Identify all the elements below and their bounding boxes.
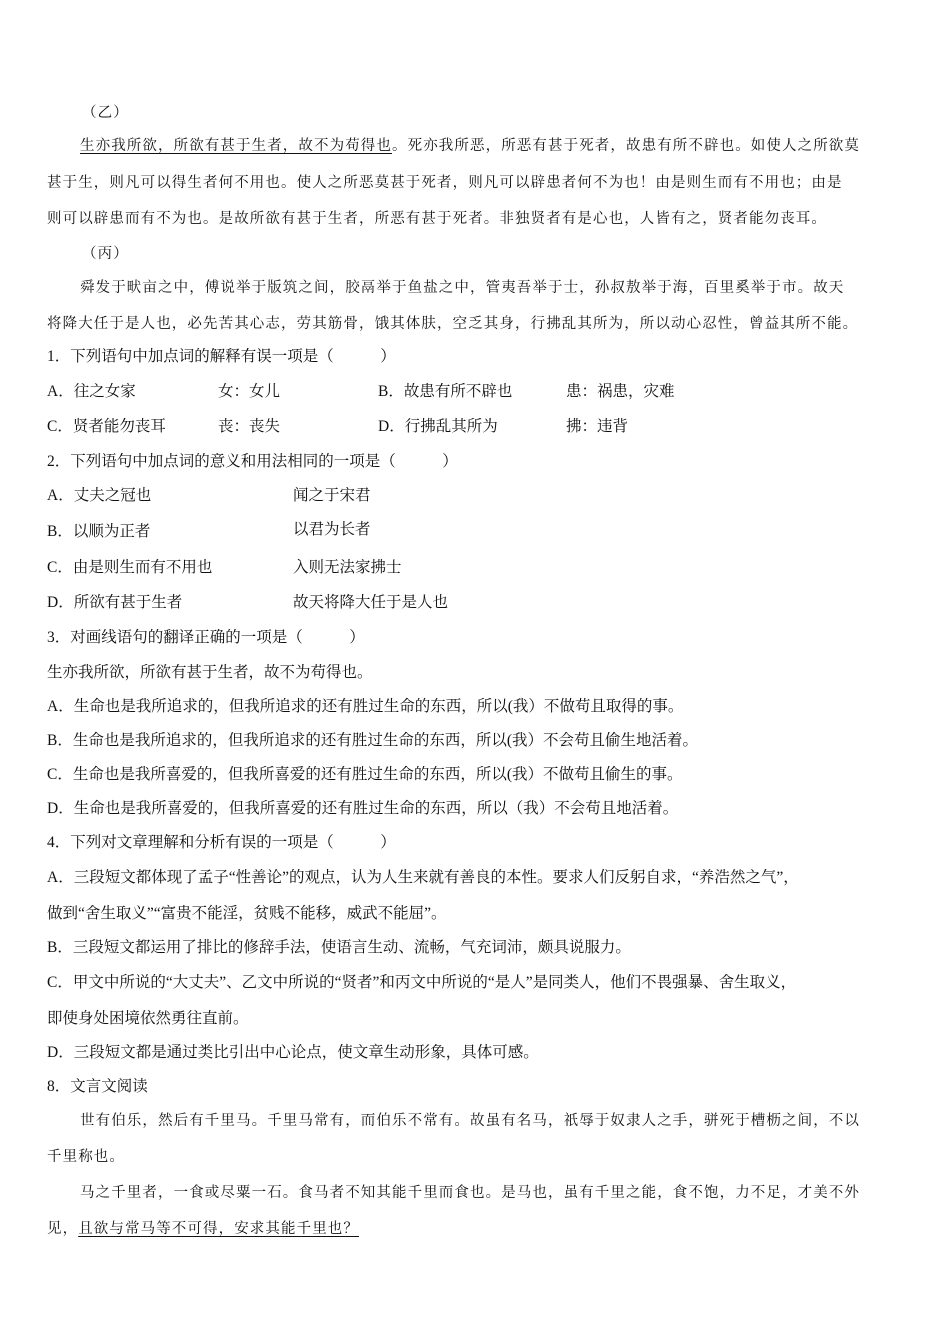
q4-option-c-line-1: C．甲文中所说的“大丈夫”、乙文中所说的“贤者”和丙文中所说的“是人”是同类人，他们不畏强暴、舍生取义，	[47, 974, 797, 991]
q1-option-b-gloss: 患：祸患，灾难	[566, 383, 675, 400]
q8-passage-line-3: 马之千里者，一食或尽粟一石。食马者不知其能千里而食也。是马也，虽有千里之能，食不饱，力不足，才美不外	[80, 1185, 860, 1201]
q8-passage-line-4	[47, 1219, 359, 1239]
passage-yi-line-2: 甚于生，则凡可以得生者何不用也。使人之所恶莫甚于死者，则凡可以辟患者何不为也！由是则生而有不用也；由是	[47, 175, 843, 191]
q2-option-c-compare: 入则无法家拂士	[293, 559, 402, 576]
q2-option-b: B．以顺为正者	[47, 523, 151, 540]
q2-option-a: A．丈夫之冠也	[47, 487, 152, 504]
passage-bing-line-1: 舜发于畎亩之中，傅说举于版筑之间，胶鬲举于鱼盐之中，管夷吾举于士，孙叔敖举于海，百里奚举于市。故天	[80, 280, 845, 296]
q3-option-b: B．生命也是我所追求的，但我所追求的还有胜过生命的东西，所以(我）不会苟且偷生地活着。	[47, 732, 699, 749]
q2-option-b-compare: 以君为长者	[293, 521, 371, 538]
q2-option-d-compare: 故天将降大任于是人也	[293, 594, 449, 611]
q3-option-a: A．生命也是我所追求的，但我所追求的还有胜过生命的东西，所以(我）不做苟且取得的事。	[47, 698, 684, 715]
underlined-sentence: 且欲与常马等不可得，安求其能千里也？	[78, 1221, 360, 1237]
q1-option-a: A．往之女家	[47, 383, 136, 400]
passage-yi-label: （乙）	[82, 105, 129, 121]
passage-bing-label: （丙）	[82, 246, 129, 262]
q2-option-a-compare: 闻之于宋君	[293, 487, 371, 504]
q8-stem: 8．文言文阅读	[47, 1078, 148, 1095]
passage-bing-line-2: 将降大任于是人也，必先苦其心志，劳其筋骨，饿其体肤，空乏其身，行拂乱其所为，所以动心忍性，曾益其所不能。	[47, 316, 859, 332]
q1-option-d-gloss: 拂：违背	[566, 418, 629, 435]
q3-quote: 生亦我所欲，所欲有甚于生者，故不为苟得也。	[47, 664, 373, 681]
q2-option-d: D．所欲有甚于生者	[47, 594, 183, 611]
q3-stem: 3．对画线语句的翻译正确的一项是（ ）	[47, 629, 365, 646]
q1-option-b: B．故患有所不辟也	[378, 383, 513, 400]
q4-option-a-line-1: A．三段短文都体现了孟子“性善论”的观点，认为人生来就有善良的本性。要求人们反躬自求，“养浩然之气”，	[47, 869, 799, 886]
q1-option-c: C．贤者能勿丧耳	[47, 418, 166, 435]
q2-option-c: C．由是则生而有不用也	[47, 559, 213, 576]
q4-option-a-line-2: 做到“舍生取义”“富贵不能淫，贫贱不能移，威武不能屈”。	[47, 905, 447, 922]
q4-option-b: B．三段短文都运用了排比的修辞手法，使语言生动、流畅，气充词沛，颇具说服力。	[47, 939, 631, 956]
passage-text: 见，	[47, 1221, 79, 1237]
q3-option-d: D．生命也是我所喜爱的，但我所喜爱的还有胜过生命的东西，所以（我）不会苟且地活着。	[47, 800, 679, 817]
q4-option-c-line-2: 即使身处困境依然勇往直前。	[47, 1010, 249, 1027]
q2-stem: 2．下列语句中加点词的意义和用法相同的一项是（ ）	[47, 453, 458, 470]
underlined-sentence: 生亦我所欲，所欲有甚于生者，故不为苟得也	[80, 138, 392, 154]
q8-passage-line-2: 千里称也。	[47, 1149, 125, 1165]
q3-option-c: C．生命也是我所喜爱的，但我所喜爱的还有胜过生命的东西，所以(我）不做苟且偷生的事。	[47, 766, 683, 783]
passage-yi-line-3: 则可以辟患而有不为也。是故所欲有甚于生者，所恶有甚于死者。非独贤者有是心也，人皆有之，贤者能勿丧耳。	[47, 211, 827, 227]
q1-stem: 1．下列语句中加点词的解释有误一项是（ ）	[47, 348, 396, 365]
q1-option-d: D．行拂乱其所为	[378, 418, 498, 435]
q8-passage-line-1: 世有伯乐，然后有千里马。千里马常有，而伯乐不常有。故虽有名马，祇辱于奴隶人之手，骈死于槽枥之间，不以	[80, 1113, 860, 1129]
q4-stem: 4．下列对文章理解和分析有误的一项是（ ）	[47, 834, 396, 851]
q1-option-a-gloss: 女：女儿	[218, 383, 281, 400]
q4-option-d: D．三段短文都是通过类比引出中心论点，使文章生动形象，具体可感。	[47, 1044, 539, 1061]
passage-text: 。死亦我所恶，所恶有甚于死者，故患有所不辟也。如使人之所欲莫	[392, 138, 860, 154]
q1-option-c-gloss: 丧：丧失	[218, 418, 281, 435]
passage-yi-line-1	[80, 136, 860, 156]
